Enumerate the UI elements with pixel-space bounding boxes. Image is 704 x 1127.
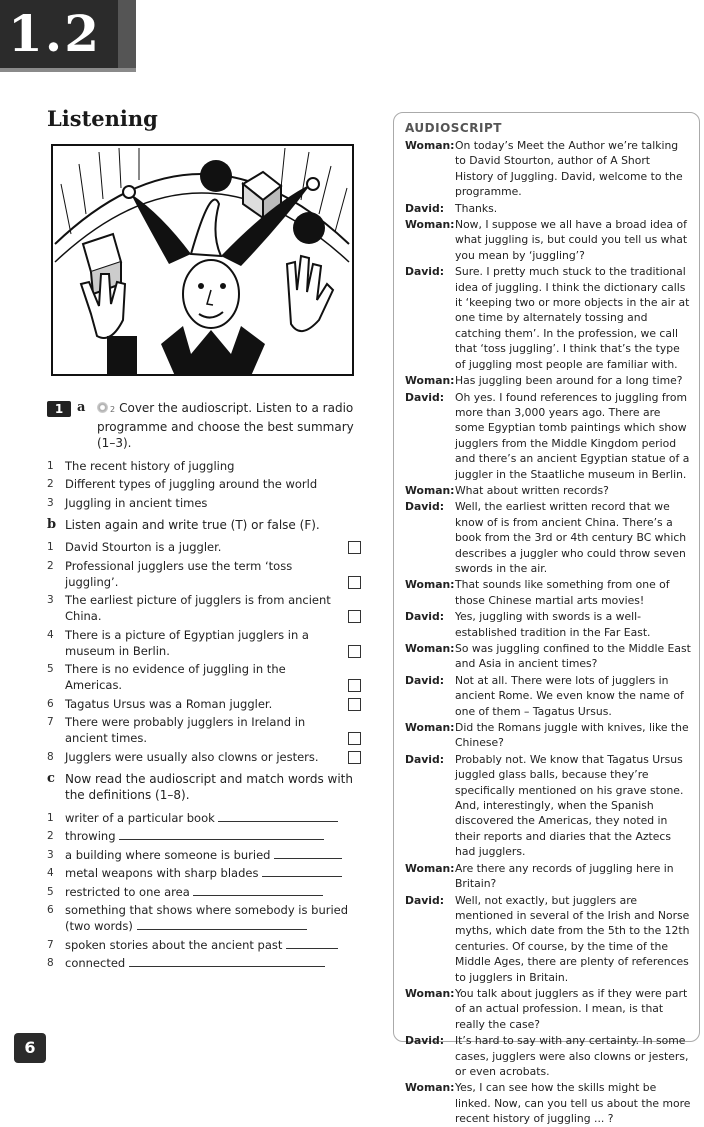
list-item: 3 The earliest picture of jugglers is from ancient China. <box>47 592 367 624</box>
dialogue-text: Probably not. We know that Tagatus Ursus juggled glass balls, because they’re specifically mentioned on his grave stone. And, interestingly, when the Spanish discovered the Americas, they noted in their reports and diaries that the Aztecs had jugglers. <box>455 752 684 859</box>
dialogue-line <box>405 1080 691 1126</box>
summary-options <box>47 458 367 511</box>
dialogue-text: What about written records? <box>455 483 609 497</box>
dialogue-text: Are there any records of juggling here in Britain? <box>455 861 674 891</box>
answer-blank[interactable] <box>218 811 338 822</box>
exercise-1a-header <box>47 400 367 452</box>
list-item: 3 a building where someone is buried <box>47 847 367 863</box>
dialogue-text: You talk about jugglers as if they were part of an actual profession. I mean, is that really the case? <box>455 986 688 1031</box>
dialogue-text: That sounds like something from one of those Chinese martial arts movies! <box>455 578 670 607</box>
part-b-header <box>47 517 367 534</box>
dialogue-text: Well, the earliest written record that we know of is from ancient China. There’s a book from the 3rd or 4th century BC which describes a juggler who could throw seven swords in the air. <box>455 500 687 575</box>
dialogue-text: Thanks. <box>455 201 498 215</box>
answer-blank[interactable] <box>286 938 338 949</box>
answer-blank[interactable] <box>274 848 342 859</box>
dialogue-line <box>405 483 691 498</box>
dialogue-line <box>405 986 691 1032</box>
speaker: Woman: <box>405 721 455 735</box>
speaker: David: <box>405 752 445 766</box>
audioscript-panel <box>393 112 700 1126</box>
speaker: David: <box>405 893 445 907</box>
unit-badge-edge <box>118 0 136 70</box>
dialogue-text: Oh yes. I found references to juggling from more than 3,000 years ago. There are some Egyptian tomb paintings which show jugglers from the Middle Kingdom period and there’s an ancient Egyptian statue of a juggler in the Staatliche museum in Berlin. <box>455 390 690 481</box>
answer-blank[interactable] <box>119 829 324 840</box>
dialogue-text: Now, I suppose we all have a broad idea of what juggling is, but could you tell us what you mean by ‘juggling’? <box>455 218 688 262</box>
answer-blank[interactable] <box>262 866 342 877</box>
dialogue-line <box>405 201 691 216</box>
speaker: Woman: <box>405 578 455 592</box>
speaker: David: <box>405 265 445 279</box>
speaker: Woman: <box>405 139 455 152</box>
list-item: 1 The recent history of juggling <box>47 458 235 473</box>
speaker: Woman: <box>405 986 455 1000</box>
answer-checkbox[interactable] <box>348 576 361 589</box>
section-title: Listening <box>47 106 158 131</box>
list-item: 4 There is a picture of Egyptian jugglers in a museum in Berlin. <box>47 627 367 659</box>
list-item: 5 restricted to one area <box>47 884 367 900</box>
speaker: David: <box>405 390 445 404</box>
answer-blank[interactable] <box>193 885 323 896</box>
speaker: Woman: <box>405 218 455 232</box>
dialogue-line <box>405 217 691 263</box>
speaker: Woman: <box>405 861 455 875</box>
dialogue-line <box>405 609 691 640</box>
dialogue-line <box>405 373 691 388</box>
audioscript-title: AUDIOSCRIPT <box>405 121 502 135</box>
dialogue-text: Sure. I pretty much stuck to the traditional idea of juggling. I think the dictionary calls it ‘keeping two or more objects in the air at one time by alternately tossing and catching them’. In the profession, we call that ‘toss juggling’. I think that’s the type of juggling most people are familiar with. <box>455 265 690 371</box>
dialogue-line <box>405 673 691 719</box>
list-item: 8 Jugglers were usually also clowns or jesters. <box>47 749 367 765</box>
dialogue-line <box>405 861 691 892</box>
dialogue-line <box>405 752 691 860</box>
jester-illustration <box>51 144 354 376</box>
speaker: David: <box>405 1034 445 1048</box>
speaker: David: <box>405 201 445 215</box>
answer-checkbox[interactable] <box>348 610 361 623</box>
speaker: David: <box>405 610 445 624</box>
list-item: 1 David Stourton is a juggler. <box>47 539 367 555</box>
dialogue-line <box>405 1033 691 1079</box>
speaker: Woman: <box>405 483 455 497</box>
dialogue-line <box>405 138 691 200</box>
part-a-instruction <box>81 400 367 452</box>
dialogue-text: Well, not exactly, but jugglers are mentioned in several of the Irish and Norse myths, which date from the 5th to the 12th centuries. Of course, by the time of the Middle Ages, there are plenty of references to jugglers in Britain. <box>455 893 690 984</box>
dialogue-text: Yes, I can see how the skills might be linked. Now, can you tell us about the more recent history of juggling ... ? <box>455 1081 691 1126</box>
unit-number: 1.2 <box>8 4 101 63</box>
dialogue-text: So was juggling confined to the Middle East and Asia in ancient times? <box>455 642 691 671</box>
list-item: 1 writer of a particular book <box>47 810 367 826</box>
part-c-letter: c <box>47 770 55 786</box>
dialogue-line <box>405 499 691 576</box>
speaker: Woman: <box>405 1081 455 1095</box>
list-item: 2 Different types of juggling around the world <box>47 477 318 491</box>
part-b-letter: b <box>47 516 57 532</box>
list-item: 4 metal weapons with sharp blades <box>47 865 367 881</box>
dialogue-text: It’s hard to say with any certainty. In some cases, jugglers were also clowns or jesters, or even acrobats. <box>455 1034 689 1078</box>
dialogue-text: Not at all. There were lots of jugglers in ancient Rome. We even know the name of one of them – Tagatus Ursus. <box>455 673 684 718</box>
dialogue-line <box>405 641 691 672</box>
dialogue-text: Did the Romans juggle with knives, like the Chinese? <box>455 721 689 750</box>
dialogue-text: On today’s Meet the Author we’re talking to David Stourton, author of A Short History of Juggling. David, welcome to the programme. <box>455 139 683 199</box>
list-item: 5 There is no evidence of juggling in the Americas. <box>47 661 367 693</box>
dialogue-line <box>405 720 691 751</box>
exercise-1 <box>47 400 367 974</box>
part-c-header <box>47 771 367 804</box>
list-item: 7 spoken stories about the ancient past <box>47 937 367 953</box>
speaker: David: <box>405 500 445 514</box>
answer-checkbox[interactable] <box>348 645 361 658</box>
answer-blank[interactable] <box>129 956 325 967</box>
answer-checkbox[interactable] <box>348 541 361 554</box>
dialogue-text: Has juggling been around for a long time? <box>455 374 683 388</box>
part-a-instruction-text: Cover the audioscript. Listen to a radio programme and choose the best summary (1–3). <box>97 401 354 450</box>
track-number: 2 <box>110 405 116 414</box>
speaker: David: <box>405 673 445 687</box>
exercise-number: 1 <box>47 401 71 417</box>
answer-checkbox[interactable] <box>348 698 361 711</box>
part-c-instruction: Now read the audioscript and match words with the definitions (1–8). <box>65 771 353 802</box>
part-b-instruction: Listen again and write true (T) or false (F). <box>65 517 320 532</box>
list-item: 8 connected <box>47 955 367 971</box>
list-item: 3 Juggling in ancient times <box>47 495 208 510</box>
list-item: 2 Professional jugglers use the term ‘toss juggling’. <box>47 558 367 590</box>
part-a-letter: a <box>77 400 86 415</box>
list-item: 6 something that shows where somebody is buried (two words) <box>47 903 349 933</box>
answer-checkbox[interactable] <box>348 679 361 692</box>
answer-blank[interactable] <box>137 919 307 930</box>
unit-badge <box>0 0 136 70</box>
speaker: Woman: <box>405 642 455 655</box>
dialogue-line <box>405 390 691 482</box>
true-false-list <box>47 539 367 765</box>
dialogue-line <box>405 893 691 985</box>
list-item: 7 There were probably jugglers in Ireland in ancient times. <box>47 714 367 746</box>
dialogue-text: Yes, juggling with swords is a well-established tradition in the Far East. <box>455 610 651 639</box>
answer-checkbox[interactable] <box>348 751 361 764</box>
dialogue-line <box>405 264 691 372</box>
speaker: Woman: <box>405 374 455 388</box>
list-item: 2 throwing <box>47 828 367 844</box>
definitions-list <box>47 810 367 972</box>
page-number: 6 <box>14 1033 46 1063</box>
cd-icon <box>97 402 108 413</box>
answer-checkbox[interactable] <box>348 732 361 745</box>
list-item: 6 Tagatus Ursus was a Roman juggler. <box>47 696 367 712</box>
dialogue-line <box>405 577 691 608</box>
